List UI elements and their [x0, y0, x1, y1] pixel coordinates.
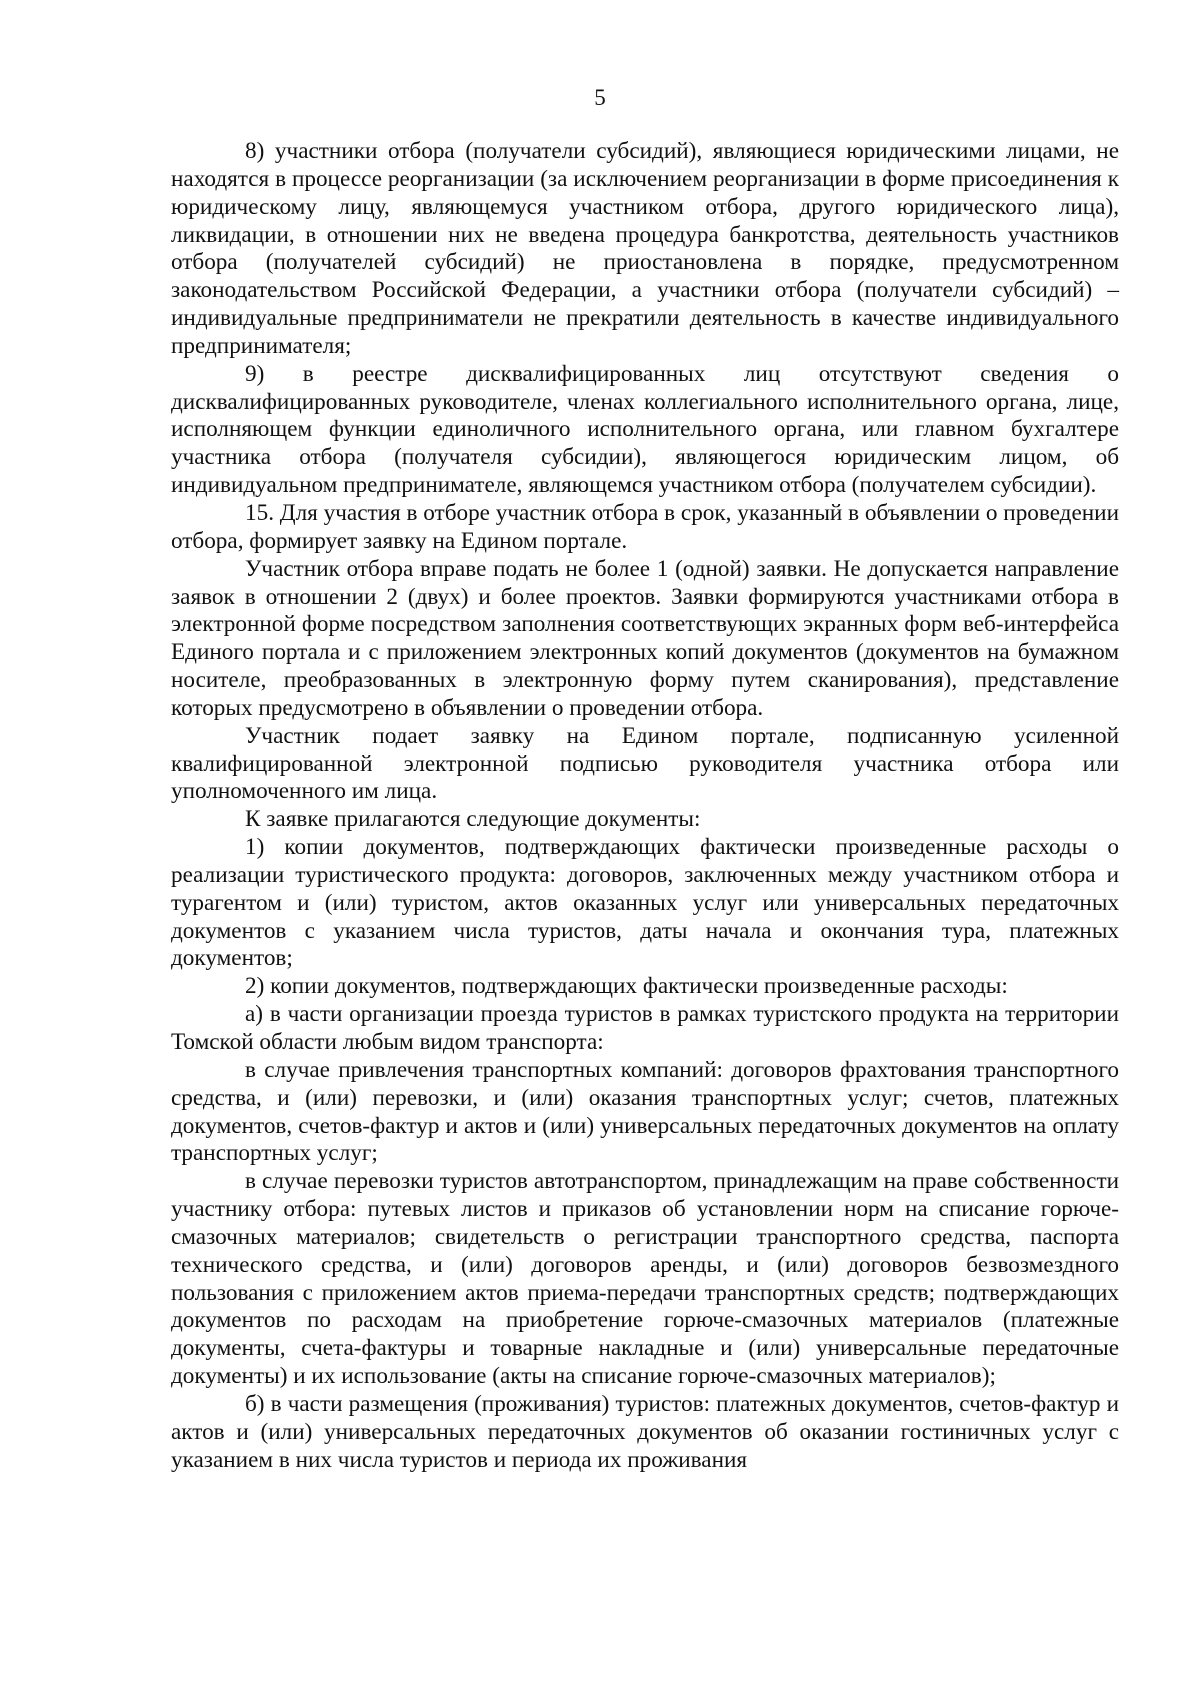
paragraph-subitem-a: а) в части организации проезда туристов в рамках туристского продукта на территории Томской области любым видом транспорта:: [171, 1001, 1119, 1055]
paragraph-application-limit: Участник отбора вправе подать не более 1 (одной) заявки. Не допускается направление заявок в отношении 2 (двух) и более проектов. Заявки формируются участниками отбора в электронной форме посредством заполнения соответствующих экранных форм веб-интерфейса Единого портала и с приложением электронных копий документов (документов на бумажном носителе, преобразованных в электронную форму путем сканирования), представление которых предусмотрено в объявлении о проведении отбора.: [171, 555, 1119, 721]
document-body: [171, 138, 1119, 1475]
paragraph-item-8: 8) участники отбора (получатели субсидий), являющиеся юридическими лицами, не находятся в процессе реорганизации (за исключением реорганизации в форме присоединения к юридическому лицу, являющемуся участником отбора, другого юридического лица), ликвидации, в отношении них не введена процедура банкротства, деятельность участников отбора (получателей субсидий) не приостановлена в порядке, предусмотренном законодательством Российской Федерации, а участники отбора (получатели субсидий) – индивидуальные предприниматели не прекратили деятельность в качестве индивидуального предпринимателя;: [171, 138, 1119, 359]
page-number: 5: [594, 85, 606, 110]
paragraph-document-item-2: 2) копии документов, подтверждающих фактически произведенные расходы:: [245, 973, 1008, 1000]
paragraph-transport-companies: в случае привлечения транспортных компаний: договоров фрахтования транспортного средства, и (или) перевозки, и (или) оказания транспортных услуг; счетов, платежных документов, счетов-фактур и актов и (или) универсальных передаточных документов на оплату транспортных услуг;: [171, 1056, 1119, 1167]
paragraph-item-9: 9) в реестре дисквалифицированных лиц отсутствуют сведения о дисквалифицированных руководителе, членах коллегиального исполнительного органа, лице, исполняющем функции единоличного исполнительного органа, или главном бухгалтере участника отбора (получателя субсидии), являющегося юридическим лицом, об индивидуальном предпринимателе, являющемся участником отбора (получателем субсидии).: [171, 360, 1119, 499]
paragraph-attached-documents-intro: К заявке прилагаются следующие документы:: [245, 806, 701, 833]
paragraph-application-signature: Участник подает заявку на Едином портале, подписанную усиленной квалифицированной электронной подписью руководителя участника отбора или уполномоченного им лица.: [171, 722, 1119, 805]
paragraph-subitem-b: б) в части размещения (проживания) туристов: платежных документов, счетов-фактур и актов и (или) универсальных передаточных документов об оказании гостиничных услуг с указанием в них числа туристов и периода их проживания: [171, 1390, 1119, 1473]
paragraph-clause-15: 15. Для участия в отборе участник отбора в срок, указанный в объявлении о проведении отбора, формирует заявку на Едином портале.: [171, 499, 1119, 554]
paragraph-document-item-1: 1) копии документов, подтверждающих фактически произведенные расходы о реализации туристического продукта: договоров, заключенных между участником отбора и турагентом и (или) туристом, актов оказанных услуг или универсальных передаточных документов с указанием числа туристов, даты начала и окончания тура, платежных документов;: [171, 834, 1119, 972]
paragraph-own-motor-transport: в случае перевозки туристов автотранспортом, принадлежащим на праве собственности участнику отбора: путевых листов и приказов об установлении норм на списание горюче-смазочных материалов; свидетельств о регистрации транспортного средства, паспорта технического средства, и (или) договоров аренды, и (или) договоров безвозмездного пользования с приложением актов приема-передачи транспортных средств; подтверждающих документов по расходам на приобретение горюче-смазочных материалов (платежные документы, счета-фактуры и товарные накладные и (или) универсальные передаточные документы) и их использование (акты на списание горюче-смазочных материалов);: [171, 1168, 1119, 1390]
